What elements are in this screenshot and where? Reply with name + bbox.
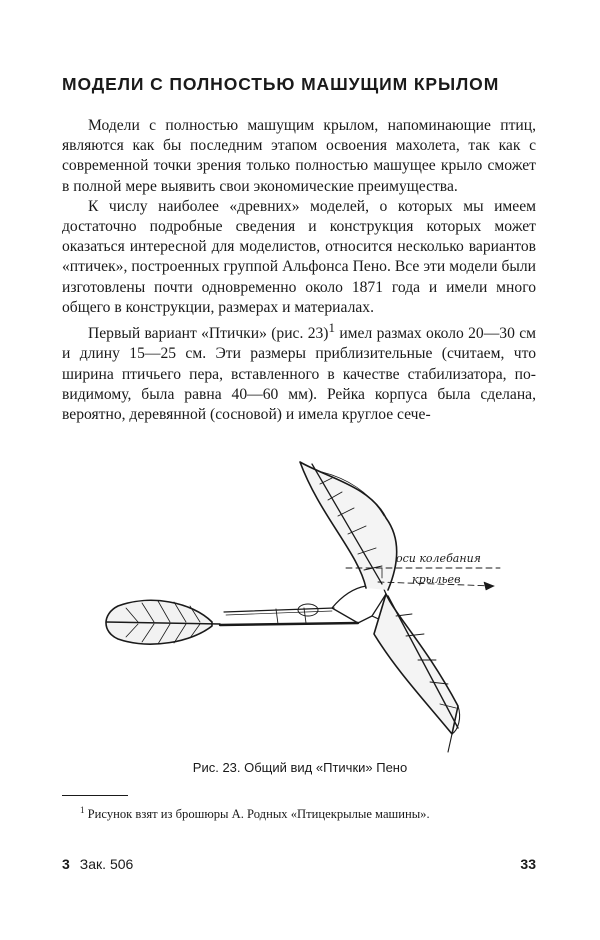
lower-wing-drawing bbox=[374, 594, 460, 752]
footnote bbox=[62, 802, 536, 823]
footnote-rule bbox=[62, 795, 128, 796]
figure-label-wings: крыльев bbox=[412, 573, 461, 586]
printer-signature bbox=[62, 856, 133, 872]
paragraph-2: К числу наиболее «древних» моделей, о которых мы имеем достаточно подробные сведения и конструкция которых может оказаться интересной для моделистов, относится несколько вариантов «птичек», построенных группой Альфонса Пено. Все эти модели были изготовлены почти одновременно около 1871 года и имели много общего в конструкции, размерах и материалах. bbox=[62, 197, 536, 316]
section-heading: МОДЕЛИ С ПОЛНОСТЬЮ МАШУЩИМ КРЫЛОМ bbox=[62, 74, 500, 94]
paragraph-3-rest: имел размах около 20—30 см и длину 15—25 см. Эти размеры приблизительные (считаем, что ширина птичьего пера, вставленного в качестве стабилизатора, по-видимому, была равна 40—60 мм). Рейка корпуса была сделана, вероятно, деревянной (сосновой) и имела круглое сече- bbox=[62, 325, 537, 424]
figure-caption: Рис. 23. Общий вид «Птички» Пено bbox=[192, 760, 408, 775]
ornithopter-drawing bbox=[96, 456, 516, 756]
page-number: 33 bbox=[520, 856, 536, 872]
paragraph-3 bbox=[62, 318, 536, 425]
body-text bbox=[62, 116, 536, 425]
paragraph-3-lead: Первый вариант «Птички» (рис. 23) bbox=[88, 325, 329, 343]
footnote-reference: 1 bbox=[328, 320, 335, 336]
figure-label-axes: оси колебания bbox=[396, 552, 481, 565]
body-rod-drawing bbox=[220, 604, 358, 625]
figure-23 bbox=[96, 456, 516, 756]
footnote-text: Рисунок взят из брошюры А. Родных «Птицекрылые машины». bbox=[87, 807, 430, 822]
print-order: Зак. 506 bbox=[79, 856, 134, 872]
footnote-mark: 1 bbox=[80, 805, 85, 815]
tail-feather-drawing bbox=[106, 600, 220, 644]
signature-number: 3 bbox=[62, 856, 70, 872]
paragraph-1: Модели с полностью машущим крылом, напоминающие птиц, являются как бы последним этапом освоения махолета, так как с современной точки зрения только полностью машущее крыло сможет в полной мере выявить свои экономические преимущества. bbox=[62, 117, 536, 195]
